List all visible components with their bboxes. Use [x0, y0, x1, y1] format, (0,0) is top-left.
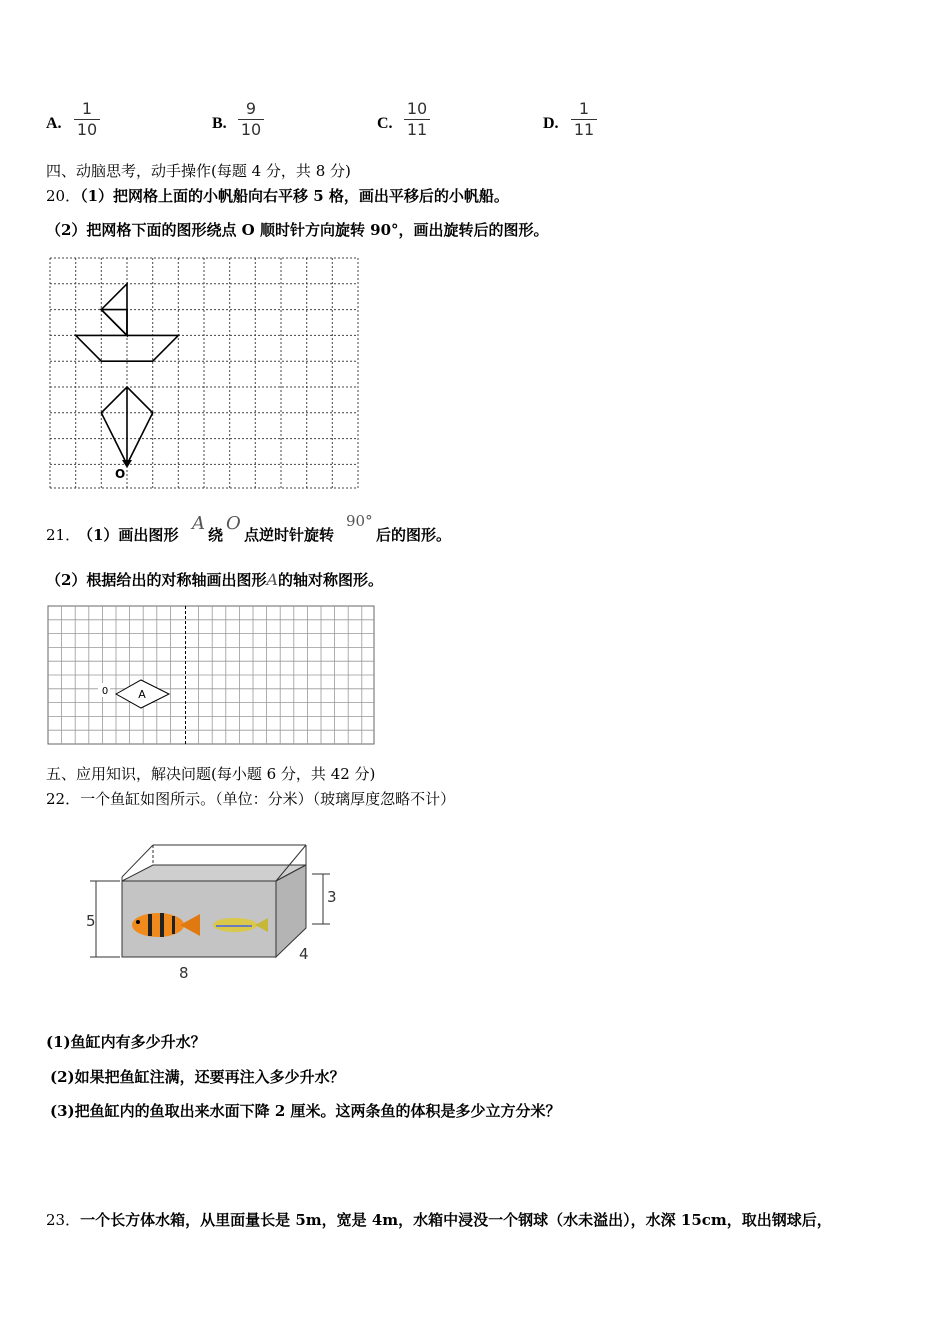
point-0-label: 0: [101, 686, 109, 697]
dim-height: 5: [86, 912, 96, 930]
shape-a-label: A: [138, 688, 146, 701]
question-number: 20．: [46, 187, 81, 205]
q22-sub3: (3)把鱼缸内的鱼取出来水面下降 2 厘米。这两条鱼的体积是多少立方分米？: [50, 1102, 561, 1120]
point-o-label: O: [115, 467, 126, 481]
sailboat: [76, 284, 179, 361]
q19-options: [0, 98, 950, 148]
q20-part1: 20．（1）把网格上面的小帆船向右平移 5 格，画出平移后的小帆船。: [46, 187, 509, 205]
symbol-a: A: [192, 513, 205, 534]
q22-sub2: (2)如果把鱼缸注满，还要再注入多少升水？: [50, 1068, 345, 1086]
q23-text: 23．一个长方体水箱，从里面量长是 5m，宽是 4m，水箱中浸没一个钢球（水未溢出），水深 15cm，取出钢球后，: [46, 1211, 832, 1229]
section5-title: 五、应用知识，解决问题(每小题 6 分，共 42 分): [46, 765, 376, 783]
q22-sub1: (1)鱼缸内有多少升水？: [46, 1033, 206, 1051]
q21-part1: 21． （1）画出图形 A 绕 O 点逆时针旋转 90° 后的图形。: [46, 512, 452, 544]
grid-lines: [48, 606, 374, 744]
dim-length: 8: [179, 964, 189, 982]
kite-shape: [101, 387, 152, 464]
option-letter: B.: [212, 115, 227, 132]
option-fraction: 1 10: [74, 100, 100, 139]
angle-90: 90°: [346, 512, 373, 530]
fish-tank-figure: [80, 836, 350, 986]
symbol-a: A: [266, 570, 279, 589]
option-fraction: 1 11: [571, 100, 597, 139]
option-letter: D.: [543, 115, 559, 132]
option-letter: C.: [377, 115, 393, 132]
q22-text: 22．一个鱼缸如图所示。（单位：分米）（玻璃厚度忽略不计）: [46, 790, 456, 808]
q21-part2: （2）根据给出的对称轴画出图形A的轴对称图形。: [46, 570, 384, 589]
question-number: 23．: [46, 1211, 81, 1229]
q21-grid-figure: [46, 604, 378, 748]
dim-water-height: 3: [327, 888, 337, 906]
option-letter: A.: [46, 115, 62, 132]
grid-lines: [50, 258, 358, 488]
option-fraction: 10 11: [404, 100, 430, 139]
question-number: 21．: [46, 526, 81, 544]
dim-width: 4: [299, 945, 309, 963]
water-side: [276, 865, 306, 957]
q20-part2: （2）把网格下面的图形绕点 O 顺时针方向旋转 90°，画出旋转后的图形。: [46, 221, 549, 239]
q20-grid-figure: [48, 256, 362, 492]
question-number: 22．: [46, 790, 81, 808]
symbol-o: O: [226, 513, 241, 534]
section4-title: 四、动脑思考，动手操作(每题 4 分，共 8 分): [46, 162, 351, 180]
option-fraction: 9 10: [238, 100, 264, 139]
